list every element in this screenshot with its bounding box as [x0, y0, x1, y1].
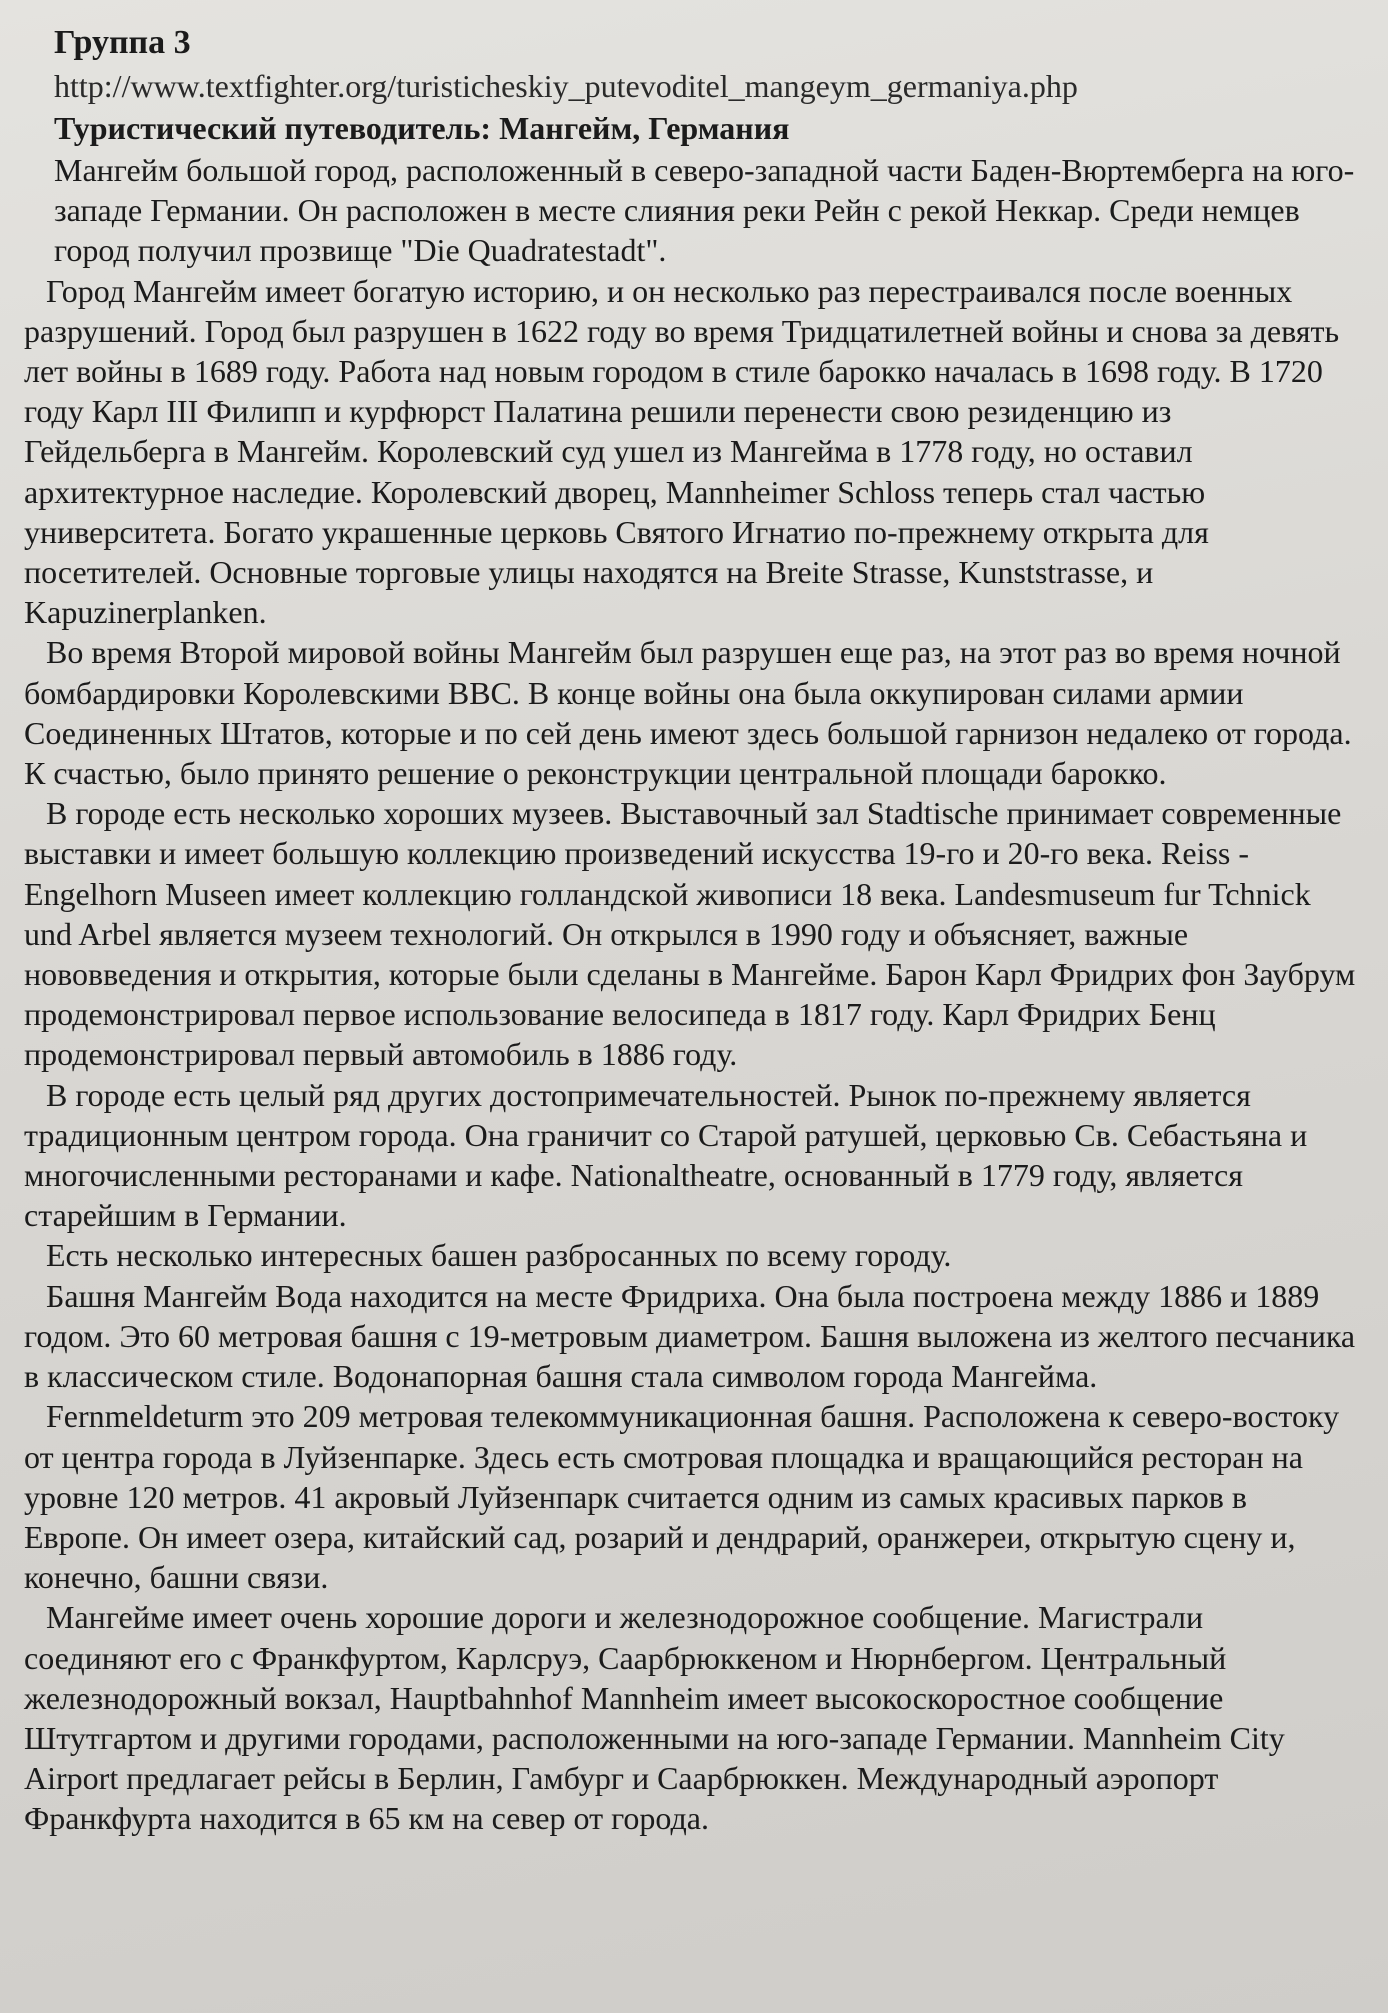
group-label: Группа 3	[54, 24, 191, 61]
paragraph-sights: В городе есть целый ряд других достопримечательностей. Рынок по-прежнему является традиционным центром города. Она граничит со Старой ратушей, церковью Св. Себастьяна и многочисленными ресторанами и кафе. Nationaltheatre, основанный в 1779 году, является старейшим в Германии.	[24, 1076, 1308, 1234]
paragraph-fernmeldeturm: Fernmeldeturm это 209 метровая телекоммуникационная башня. Расположена к северо-востоку от центра города в Луйзенпарке. Здесь есть смотровая площадка и вращающийся ресторан на уровне 120 метров. 41 акровый Луйзенпарк считается одним из самых красивых парков в Европе. Он имеет озера, китайский сад, розарий и дендрарий, оранжереи, открытую сцену и, конечно, башни связи.	[24, 1398, 1340, 1596]
document-title: Туристический путеводитель: Мангейм, Германия	[54, 110, 790, 146]
document-body	[24, 150, 1358, 1839]
paragraph-history: Город Мангейм имеет богатую историю, и он несколько раз перестраивался после военных разрушений. Город был разрушен в 1622 году во время Тридцатилетней войны и снова за девять лет войны в 1689 году. Работа над новым городом в стиле барокко началась в 1698 году. В 1720 году Карл III Филипп и курфюрст Палатина решили перенести свою резиденцию из Гейдельберга в Мангейм. Королевский суд ушел из Мангейма в 1778 году, но оставил архитектурное наследие. Королевский дворец, Mannheimer Schloss теперь стал частью университета. Богато украшенные церковь Святого Игнатио по-прежнему открыта для посетителей. Основные торговые улицы находятся на Breite Strasse, Kunststrasse, и Kapuzinerplanken.	[24, 272, 1340, 631]
paragraph-museums: В городе есть несколько хороших музеев. Выставочный зал Stadtische принимает современные выставки и имеет большую коллекцию произведений искусства 19-го и 20-го века. Reiss - Engelhorn Museen имеет коллекцию голландской живописи 18 века. Landesmuseum fur Tchnick und Arbel является музеем технологий. Он открылся в 1990 году и объясняет, важные нововведения и открытия, которые были сделаны в Мангейме. Барон Карл Фридрих фон Заубрум продемонстрировал первое использование велосипеда в 1817 году. Карл Фридрих Бенц продемонстрировал первый автомобиль в 1886 году.	[24, 795, 1356, 1073]
paragraph-ww2: Во время Второй мировой войны Мангейм был разрушен еще раз, на этот раз во время ночной бомбардировки Королевскими ВВС. В конце войны она была оккупирован силами армии Соединенных Штатов, которые и по сей день имеют здесь большой гарнизон недалеко от города. К счастью, было принято решение о реконструкции центральной площади барокко.	[24, 634, 1352, 792]
source-url: http://www.textfighter.org/turisticheskiy_putevoditel_mangeym_germaniya.php	[54, 68, 1078, 104]
paragraph-towers-intro: Есть несколько интересных башен разбросанных по всему городу.	[46, 1237, 952, 1274]
paragraph-water-tower: Башня Мангейм Вода находится на месте Фридриха. Она была построена между 1886 и 1889 годом. Это 60 метровая башня с 19-метровым диаметром. Башня выложена из желтого песчаника в классическом стиле. Водонапорная башня стала символом города Мангейма.	[24, 1277, 1356, 1395]
paragraph-transport: Мангейме имеет очень хорошие дороги и железнодорожное сообщение. Магистрали соединяют его с Франкфуртом, Карлсруэ, Саарбрюккеном и Нюрнбергом. Центральный железнодорожный вокзал, Hauptbahnhof Mannheim имеет высокоскоростное сообщение Штутгартом и другими городами, расположенными на юго-западе Германии. Mannheim City Airport предлагает рейсы в Берлин, Гамбург и Саарбрюккен. Международный аэропорт Франкфурта находится в 65 км на север от города.	[24, 1599, 1285, 1837]
paragraph-intro: Мангейм большой город, расположенный в северо-западной части Баден-Вюртемберга на юго-западе Германии. Он расположен в месте слияния реки Рейн с рекой Неккар. Среди немцев город получил прозвище "Die Quadratestadt".	[54, 152, 1355, 269]
